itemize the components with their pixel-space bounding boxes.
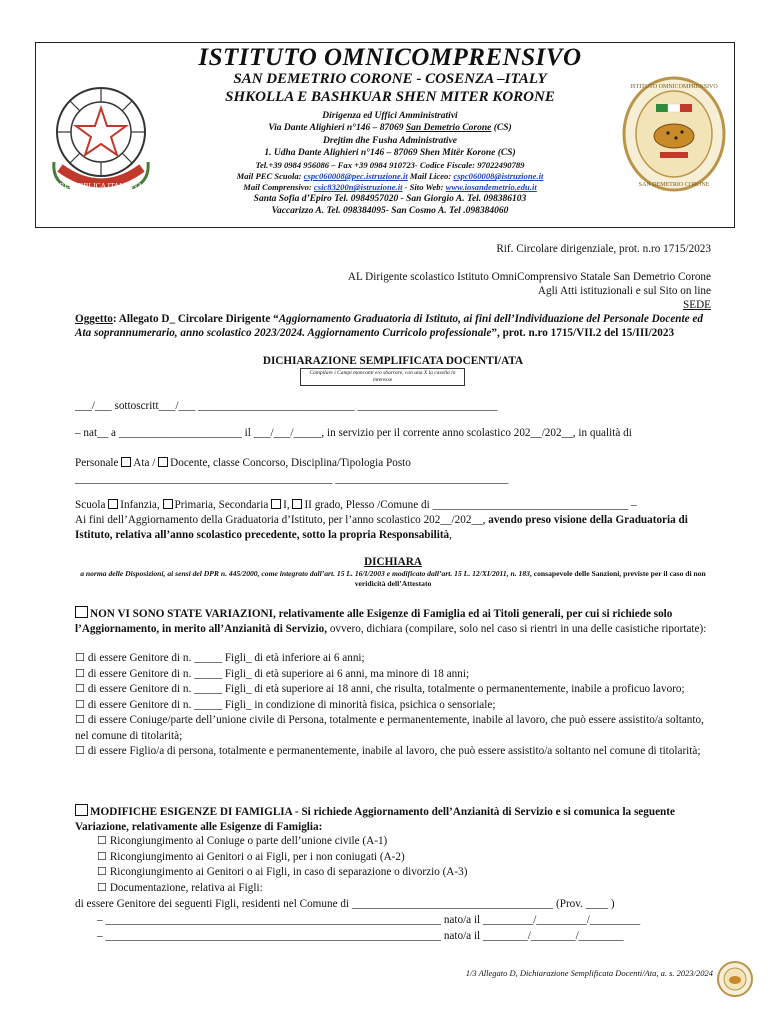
recipient-line-1: AL Dirigente scolastico Istituto OmniComprensivo Statale San Demetrio Corone	[347, 271, 711, 283]
figlio-row-2[interactable]: – ____________________________________________________________ nato/a il ________/________/________	[97, 930, 624, 942]
section1-list	[75, 651, 711, 760]
header-pec: Mail PEC Scuola: cspc060008@pec.istruzione.it Mail Liceo: cspc060008@istruzione.it	[236, 171, 544, 181]
liceo-email-link[interactable]: cspc060008@istruzione.it	[453, 171, 544, 181]
instruction-note: Compilare i Campi mancanti e/o sbarrare, con una X la casella in interesse	[300, 368, 465, 386]
header-udha: 1. Udha Dante Alighieri n°146 – 87069 Shen Mitër Korone (CS)	[264, 148, 516, 158]
school-subtitle-it: SAN DEMETRIO CORONE - COSENZA –ITALY	[233, 71, 547, 87]
scuola-row: Scuola Infanzia, Primaria, Secondaria I, II grado, Plesso /Comune di ___________________________________ –	[75, 499, 637, 511]
school-email-link[interactable]: csic83200n@istruzione.it	[313, 182, 403, 192]
infanzia-checkbox[interactable]	[108, 499, 118, 509]
recipient-line-2: Agli Atti istituzionali e sul Sito on line	[537, 285, 711, 297]
posto-field[interactable]: ______________________________________________ _______________________________	[75, 473, 509, 485]
header-santa-sofia: Santa Sofia d’Epiro Tel. 0984957020 - San Giorgio A. Tel. 098386103	[253, 194, 527, 204]
no-variations-checkbox[interactable]	[75, 606, 88, 618]
list-item[interactable]: ☐ di essere Genitore di n. _____ Figli_ di età superiore ai 6 anni, ma minore di 18 anni;	[75, 667, 470, 680]
list-item[interactable]: ☐ di essere Genitore di n. _____ Figli_ di età superiore ai 18 anni, che risulta, totalmente o permanentemente, inabile a proficuo lavoro;	[75, 683, 685, 695]
list-item[interactable]: ☐ Ricongiungimento ai Genitori o ai Figli, per i non coniugati (A-2)	[97, 850, 405, 863]
subject-paragraph: Oggetto: Allegato D_ Circolare Dirigente “Aggiornamento Graduatoria di Istituto, ai fini dell’Individuazione del Personale Docente ed Ata soprannumerario, anno scolastico 2023/2024. Aggiornamento Curricolo professionale”, prot. n.ro 1715/VII.2 del 15/III/2023	[75, 313, 703, 339]
school-subtitle-al: SHKOLLA E BASHKUAR SHEN MITER KORONE	[225, 89, 555, 105]
list-item[interactable]: ☐ di essere Coniuge/parte dell’unione civile di Persona, totalmente e permanentemente, inabile al lavoro, che può essere assistito/a soltanto, nel comune di titolarità;	[75, 714, 704, 742]
city-link[interactable]: San Demetrio Corone	[405, 123, 492, 133]
header-vaccarizzo: Vaccarizzo A. Tel. 098384095- San Cosmo A. Tel .098384060	[271, 206, 509, 216]
docente-checkbox[interactable]	[158, 457, 168, 467]
aggiornamento-paragraph: Ai fini dell’Aggiornamento della Graduatoria d’Istituto, per l’anno scolastico 202__/202__, avendo preso visione della Graduatoria di Istituto, relativa all’anno scolastico precedente, sotto la propria Responsabilità,	[75, 514, 688, 541]
dichiarazione-title: DICHIARAZIONE SEMPLIFICATA DOCENTI/ATA	[262, 355, 524, 367]
footer-seal-icon	[716, 960, 754, 998]
header-mail: Mail Comprensivo: csic83200n@istruzione.it - Sito Web: www.iosandemetrio.edu.it	[243, 182, 537, 192]
dichiara-title: DICHIARA	[364, 556, 422, 568]
website-link[interactable]: www.iosandemetrio.edu.it	[445, 182, 537, 192]
section2-list	[97, 834, 697, 896]
page-footer: 1/3 Allegato D, Dichiarazione Semplificata Docenti/Ata, a. s. 2023/2024	[465, 968, 713, 978]
recipient-sede: SEDE	[683, 299, 711, 311]
header-address: Via Dante Alighieri n°146 – 87069 San Demetrio Corone (CS)	[268, 123, 512, 133]
section-no-variations: NON VI SONO STATE VARIAZIONI, relativamente alle Esigenze di Famiglia ed ai Titoli generali, per cui si richiede solo l’Aggiornamento, in merito all’Anzianità di Servizio, ovvero, dichiara (compilare, solo nel caso si rientri in una delle casistiche riportate):	[75, 608, 707, 635]
sottoscritto-field[interactable]: ___/___ sottoscritt___/___ ____________________________ _________________________	[75, 400, 498, 412]
residenti-field[interactable]: di essere Genitore dei seguenti Figli, residenti nel Comune di ____________________________________ (Prov. ____ )	[75, 898, 615, 910]
header-tel: Tel.+39 0984 956086 – Fax +39 0984 910723- Codice Fiscale: 97022490789	[255, 160, 525, 170]
list-item[interactable]: ☐ Ricongiungimento ai Genitori o ai Figli, in caso di separazione o divorzio (A-3)	[97, 866, 468, 878]
header-drejtim: Drejtim dhe Fusha Administrative	[323, 136, 457, 146]
list-item[interactable]: ☐ di essere Genitore di n. _____ Figli_ di età inferiore ai 6 anni;	[75, 652, 365, 664]
list-item[interactable]: ☐ di essere Figlio/a di persona, totalmente e permanentemente, inabile al lavoro, che può essere assistito/a soltanto nel comune di titolarità;	[75, 745, 701, 757]
pec-email-link[interactable]: cspc060008@pec.istruzione.it	[303, 171, 408, 181]
nato-field[interactable]: – nat__ a ______________________ il ___/___/_____, in servizio per il corrente anno scolastico 202__/202__, in qualità di	[75, 427, 632, 439]
school-title: ISTITUTO OMNICOMPRENSIVO	[198, 44, 582, 71]
section-family-changes: MODIFICHE ESIGENZE DI FAMIGLIA - Si richiede Aggiornamento dell’Anzianità di Servizio e si comunica la seguente Variazione, relativamente alle Esigenze di Famiglia:	[75, 806, 675, 833]
school-seal-icon	[620, 74, 728, 194]
list-item[interactable]: ☐ di essere Genitore di n. _____ Figli_ in condizione di minorità fisica, psichica o sensoriale;	[75, 698, 496, 711]
seal-lettering: ISTITUTO OMNICOMPRENSIVO	[630, 84, 718, 90]
reference-line: Rif. Circolare dirigenziale, prot. n.ro 1715/2023	[496, 243, 711, 255]
dichiara-subtitle: a norma delle Disposizioni, ai sensi del DPR n. 445/2000, come integrato dall’art. 15 L. 16/I/2003 e modificato dall’art. 15 L. 12/XI/2011, n. 183, consapevole delle Sanzioni, previste per il caso di non veridicità dell’Attestato	[80, 569, 706, 588]
primaria-checkbox[interactable]	[163, 499, 173, 509]
ata-checkbox[interactable]	[121, 457, 131, 467]
secondo-grado-checkbox[interactable]	[292, 499, 302, 509]
svg-text:SAN DEMETRIO CORONE: SAN DEMETRIO CORONE	[638, 182, 710, 188]
italian-republic-emblem-icon	[42, 70, 160, 198]
emblem-lettering: REPUBBLICA ITALIANA	[59, 181, 143, 190]
family-changes-checkbox[interactable]	[75, 804, 88, 816]
list-item[interactable]: ☐ Ricongiungimento al Coniuge o parte dell’unione civile (A-1)	[97, 835, 388, 847]
list-item[interactable]: ☐ Documentazione, relativa ai Figli:	[97, 881, 263, 894]
personale-row: Personale Ata / Docente, classe Concorso, Disciplina/Tipologia Posto	[75, 457, 411, 469]
primo-grado-checkbox[interactable]	[271, 499, 281, 509]
figlio-row-1[interactable]: – ____________________________________________________________ nato/a il _________/_________/_________	[97, 914, 641, 926]
header-dirigenza: Dirigenza ed Uffici Amministrativi	[322, 111, 458, 121]
